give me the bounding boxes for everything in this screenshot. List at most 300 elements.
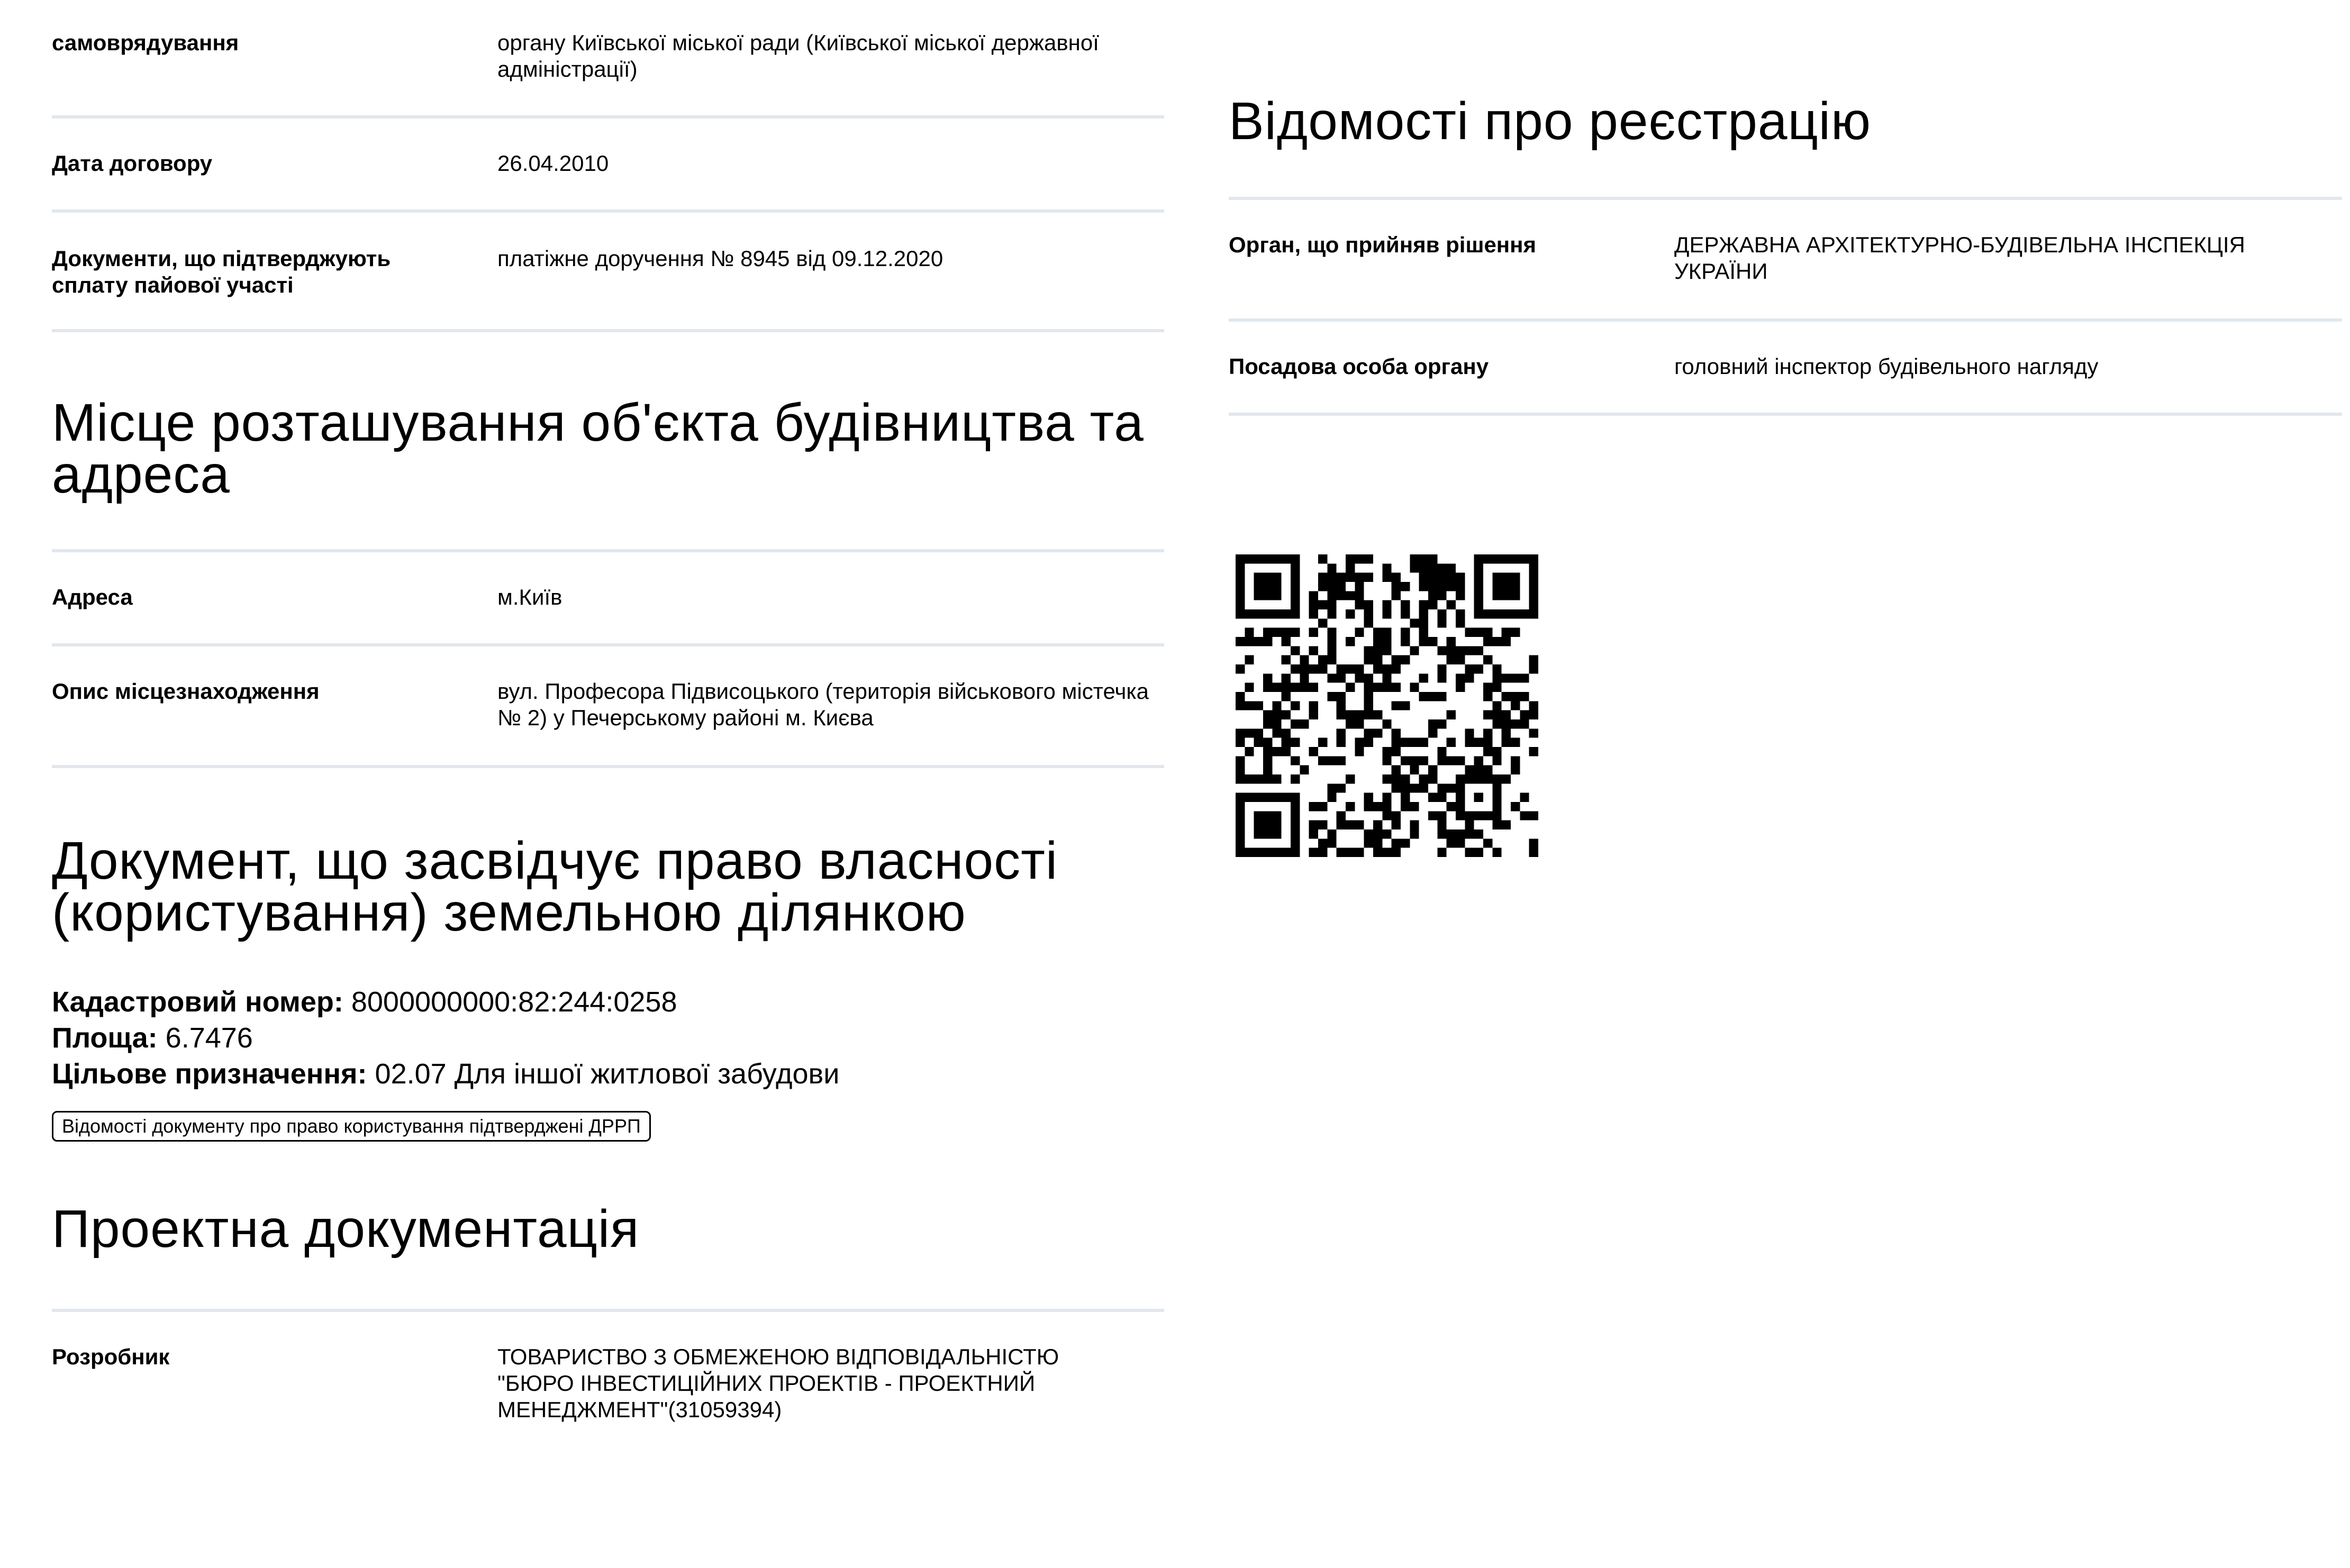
qr-module xyxy=(1236,573,1245,582)
qr-module xyxy=(1291,582,1300,591)
qr-module xyxy=(1492,591,1501,600)
qr-module xyxy=(1245,554,1254,563)
qr-module xyxy=(1465,829,1474,838)
qr-module xyxy=(1401,838,1410,847)
qr-module xyxy=(1245,848,1254,857)
qr-module xyxy=(1291,821,1300,829)
qr-module xyxy=(1437,646,1446,655)
purpose-value: 02.07 Для іншої житлової забудови xyxy=(375,1058,840,1090)
qr-module xyxy=(1447,637,1456,646)
qr-module xyxy=(1309,683,1318,692)
qr-module xyxy=(1263,554,1272,563)
qr-module xyxy=(1465,774,1474,783)
row-key: Адреса xyxy=(52,585,133,609)
qr-module xyxy=(1456,683,1465,692)
qr-module xyxy=(1520,673,1529,682)
qr-module xyxy=(1520,554,1529,563)
qr-module xyxy=(1511,573,1520,582)
qr-module xyxy=(1492,664,1501,673)
qr-module xyxy=(1419,774,1428,783)
qr-module xyxy=(1456,655,1465,664)
qr-module xyxy=(1502,821,1511,829)
qr-module xyxy=(1254,701,1263,710)
qr-module xyxy=(1511,692,1520,701)
qr-module xyxy=(1318,738,1327,747)
qr-module xyxy=(1492,793,1501,802)
qr-module xyxy=(1236,774,1245,783)
qr-module xyxy=(1236,692,1245,701)
qr-module xyxy=(1364,600,1373,609)
qr-module xyxy=(1236,848,1245,857)
qr-module xyxy=(1327,673,1336,682)
qr-module xyxy=(1337,756,1346,765)
qr-module xyxy=(1373,664,1382,673)
qr-module xyxy=(1529,591,1538,600)
qr-module xyxy=(1529,600,1538,609)
qr-module xyxy=(1511,628,1520,637)
qr-module xyxy=(1529,728,1538,737)
row-key: Посадова особа органу xyxy=(1229,354,1489,379)
qr-module xyxy=(1437,692,1446,701)
qr-module xyxy=(1382,829,1391,838)
qr-module xyxy=(1437,563,1446,572)
qr-module xyxy=(1382,683,1391,692)
qr-module xyxy=(1346,554,1355,563)
qr-module xyxy=(1318,838,1327,847)
qr-module xyxy=(1291,701,1300,710)
qr-module xyxy=(1272,848,1281,857)
qr-module xyxy=(1346,563,1355,572)
qr-module xyxy=(1236,821,1245,829)
qr-module xyxy=(1291,829,1300,838)
qr-module xyxy=(1382,628,1391,637)
qr-module xyxy=(1300,765,1309,774)
qr-module xyxy=(1474,573,1483,582)
qr-module xyxy=(1483,765,1492,774)
qr-module xyxy=(1382,774,1391,783)
qr-module xyxy=(1401,628,1410,637)
cadastral-label: Кадастровий номер: xyxy=(52,986,343,1018)
qr-module xyxy=(1245,747,1254,756)
qr-module xyxy=(1511,756,1520,765)
qr-module xyxy=(1492,673,1501,682)
row-payment-docs xyxy=(52,213,1164,332)
qr-module xyxy=(1437,848,1446,857)
qr-module xyxy=(1483,747,1492,756)
qr-module xyxy=(1263,609,1272,618)
qr-module xyxy=(1456,609,1465,618)
qr-module xyxy=(1300,719,1309,728)
qr-module xyxy=(1236,637,1245,646)
qr-module xyxy=(1282,793,1291,802)
qr-module xyxy=(1437,582,1446,591)
qr-module xyxy=(1337,783,1346,792)
qr-module xyxy=(1263,738,1272,747)
qr-module xyxy=(1236,829,1245,838)
qr-module xyxy=(1465,848,1474,857)
qr-module xyxy=(1511,738,1520,747)
qr-module xyxy=(1447,655,1456,664)
qr-module xyxy=(1502,719,1511,728)
qr-module xyxy=(1465,811,1474,820)
qr-module xyxy=(1428,793,1437,802)
qr-module xyxy=(1263,683,1272,692)
row-value: ТОВАРИСТВО З ОБМЕЖЕНОЮ ВІДПОВІДАЛЬНІСТЮ "БЮРО ІНВЕСТИЦІЙНИХ ПРОЕКТІВ - ПРОЕКТНИЙ МЕНЕДЖМЕНТ"(31059394) xyxy=(497,1344,1059,1422)
qr-module xyxy=(1428,719,1437,728)
qr-module xyxy=(1355,719,1364,728)
qr-module xyxy=(1447,600,1456,609)
qr-module xyxy=(1419,738,1428,747)
qr-module xyxy=(1309,747,1318,756)
qr-module xyxy=(1456,802,1465,811)
qr-module xyxy=(1355,628,1364,637)
qr-code-icon xyxy=(1236,554,1538,857)
qr-module xyxy=(1236,728,1245,737)
row-value: органу Київської міської ради (Київської міської державної адміністрації) xyxy=(497,30,1099,81)
qr-module xyxy=(1245,609,1254,618)
qr-module xyxy=(1520,609,1529,618)
qr-module xyxy=(1337,738,1346,747)
qr-module xyxy=(1364,701,1373,710)
qr-module xyxy=(1392,783,1401,792)
qr-module xyxy=(1392,591,1401,600)
qr-module xyxy=(1428,728,1437,737)
qr-module xyxy=(1382,573,1391,582)
qr-module xyxy=(1456,582,1465,591)
qr-module xyxy=(1309,701,1318,710)
qr-module xyxy=(1282,747,1291,756)
row-value: 26.04.2010 xyxy=(497,151,609,176)
qr-module xyxy=(1254,738,1263,747)
row-value: головний інспектор будівельного нагляду xyxy=(1674,354,2099,379)
qr-module xyxy=(1272,811,1281,820)
qr-module xyxy=(1419,554,1428,563)
area-value: 6.7476 xyxy=(165,1022,253,1054)
qr-module xyxy=(1373,838,1382,847)
qr-module xyxy=(1337,591,1346,600)
qr-module xyxy=(1474,563,1483,572)
qr-module xyxy=(1236,756,1245,765)
qr-module xyxy=(1263,591,1272,600)
qr-module xyxy=(1364,618,1373,627)
qr-module xyxy=(1419,609,1428,618)
qr-module xyxy=(1291,563,1300,572)
qr-module xyxy=(1401,582,1410,591)
qr-module xyxy=(1529,838,1538,847)
qr-module xyxy=(1382,756,1391,765)
qr-module xyxy=(1419,756,1428,765)
qr-module xyxy=(1236,554,1245,563)
qr-module xyxy=(1236,609,1245,618)
qr-module xyxy=(1437,591,1446,600)
qr-module xyxy=(1282,655,1291,664)
row-address xyxy=(52,552,1164,646)
qr-module xyxy=(1483,628,1492,637)
qr-module xyxy=(1529,573,1538,582)
qr-module xyxy=(1236,582,1245,591)
qr-module xyxy=(1392,821,1401,829)
qr-module xyxy=(1318,573,1327,582)
qr-module xyxy=(1447,646,1456,655)
qr-module xyxy=(1419,692,1428,701)
qr-module xyxy=(1282,692,1291,701)
qr-module xyxy=(1437,673,1446,682)
qr-module xyxy=(1447,710,1456,719)
qr-module xyxy=(1327,609,1336,618)
qr-module xyxy=(1456,573,1465,582)
qr-module xyxy=(1437,618,1446,627)
qr-module xyxy=(1263,829,1272,838)
qr-module xyxy=(1346,637,1355,646)
qr-module xyxy=(1492,811,1501,820)
qr-module xyxy=(1254,793,1263,802)
qr-module xyxy=(1392,774,1401,783)
qr-module xyxy=(1483,683,1492,692)
qr-module xyxy=(1337,848,1346,857)
qr-module xyxy=(1456,829,1465,838)
qr-module xyxy=(1474,793,1483,802)
land-area xyxy=(52,1020,1164,1056)
qr-module xyxy=(1318,756,1327,765)
qr-module xyxy=(1401,756,1410,765)
qr-module xyxy=(1437,719,1446,728)
cadastral-value: 8000000000:82:244:0258 xyxy=(351,986,677,1018)
qr-module xyxy=(1254,811,1263,820)
qr-module xyxy=(1492,848,1501,857)
qr-module xyxy=(1474,628,1483,637)
qr-module xyxy=(1245,628,1254,637)
qr-module xyxy=(1263,774,1272,783)
qr-module xyxy=(1272,701,1281,710)
qr-module xyxy=(1483,738,1492,747)
qr-module xyxy=(1282,673,1291,682)
qr-module xyxy=(1511,591,1520,600)
qr-module xyxy=(1483,692,1492,701)
qr-module xyxy=(1364,738,1373,747)
qr-module xyxy=(1291,646,1300,655)
qr-module xyxy=(1327,829,1336,838)
qr-module xyxy=(1263,582,1272,591)
qr-module xyxy=(1382,747,1391,756)
qr-module xyxy=(1502,591,1511,600)
qr-module xyxy=(1492,719,1501,728)
qr-module xyxy=(1419,600,1428,609)
qr-module xyxy=(1511,802,1520,811)
qr-module xyxy=(1492,747,1501,756)
qr-module xyxy=(1272,609,1281,618)
qr-module xyxy=(1272,710,1281,719)
qr-module xyxy=(1263,710,1272,719)
qr-module xyxy=(1318,554,1327,563)
qr-module xyxy=(1492,554,1501,563)
qr-module xyxy=(1355,600,1364,609)
qr-module xyxy=(1410,829,1419,838)
qr-module xyxy=(1291,793,1300,802)
qr-module xyxy=(1355,710,1364,719)
qr-module xyxy=(1483,609,1492,618)
qr-module xyxy=(1291,683,1300,692)
land-details xyxy=(52,984,1164,1092)
qr-module xyxy=(1327,646,1336,655)
qr-module xyxy=(1456,646,1465,655)
qr-module xyxy=(1474,738,1483,747)
qr-module xyxy=(1282,628,1291,637)
qr-module xyxy=(1263,747,1272,756)
qr-module xyxy=(1382,719,1391,728)
qr-module xyxy=(1373,728,1382,737)
qr-module xyxy=(1492,821,1501,829)
qr-module xyxy=(1291,609,1300,618)
qr-module xyxy=(1355,591,1364,600)
qr-module xyxy=(1437,811,1446,820)
qr-module xyxy=(1392,728,1401,737)
qr-module xyxy=(1318,821,1327,829)
qr-module xyxy=(1263,756,1272,765)
qr-module xyxy=(1282,683,1291,692)
qr-module xyxy=(1456,783,1465,792)
qr-module xyxy=(1465,765,1474,774)
qr-module xyxy=(1327,692,1336,701)
qr-module xyxy=(1272,821,1281,829)
qr-module xyxy=(1401,738,1410,747)
qr-module xyxy=(1511,701,1520,710)
qr-module xyxy=(1236,802,1245,811)
qr-module xyxy=(1309,600,1318,609)
qr-module xyxy=(1309,848,1318,857)
qr-module xyxy=(1327,563,1336,572)
row-key: Дата договору xyxy=(52,151,213,176)
qr-module xyxy=(1254,554,1263,563)
qr-module xyxy=(1355,747,1364,756)
qr-module xyxy=(1364,802,1373,811)
qr-module xyxy=(1437,747,1446,756)
qr-module xyxy=(1355,821,1364,829)
qr-module xyxy=(1392,747,1401,756)
row-key: Документи, що підтверджують сплату пайової участі xyxy=(52,246,391,297)
qr-module xyxy=(1465,673,1474,682)
qr-module xyxy=(1529,582,1538,591)
qr-module xyxy=(1373,655,1382,664)
qr-module xyxy=(1456,774,1465,783)
qr-module xyxy=(1337,728,1346,737)
qr-module xyxy=(1502,628,1511,637)
qr-module xyxy=(1437,829,1446,838)
qr-module xyxy=(1483,774,1492,783)
qr-module xyxy=(1419,573,1428,582)
row-value: м.Київ xyxy=(497,585,562,609)
qr-module xyxy=(1373,628,1382,637)
qr-module xyxy=(1382,793,1391,802)
qr-module xyxy=(1355,554,1364,563)
qr-module xyxy=(1337,811,1346,820)
qr-module xyxy=(1419,563,1428,572)
qr-module xyxy=(1502,637,1511,646)
qr-module xyxy=(1337,582,1346,591)
qr-module xyxy=(1272,793,1281,802)
qr-module xyxy=(1318,582,1327,591)
qr-module xyxy=(1502,710,1511,719)
qr-module xyxy=(1327,637,1336,646)
qr-module xyxy=(1520,811,1529,820)
qr-module xyxy=(1263,793,1272,802)
qr-module xyxy=(1355,673,1364,682)
qr-module xyxy=(1447,783,1456,792)
land-heading: Документ, що засвідчує право власності (користування) земельною ділянкою xyxy=(52,831,1058,942)
qr-module xyxy=(1437,756,1446,765)
qr-module xyxy=(1272,683,1281,692)
qr-module xyxy=(1529,710,1538,719)
qr-module xyxy=(1437,793,1446,802)
qr-module xyxy=(1474,554,1483,563)
row-developer xyxy=(52,1312,1164,1450)
qr-module xyxy=(1492,756,1501,765)
qr-module xyxy=(1483,637,1492,646)
qr-module xyxy=(1236,793,1245,802)
qr-module xyxy=(1401,802,1410,811)
qr-module xyxy=(1511,673,1520,682)
qr-module xyxy=(1282,848,1291,857)
qr-module xyxy=(1401,609,1410,618)
qr-module xyxy=(1456,756,1465,765)
qr-module xyxy=(1502,738,1511,747)
qr-module xyxy=(1456,811,1465,820)
qr-module xyxy=(1428,811,1437,820)
qr-module xyxy=(1483,728,1492,737)
qr-module xyxy=(1502,692,1511,701)
qr-module xyxy=(1520,710,1529,719)
qr-module xyxy=(1373,646,1382,655)
qr-module xyxy=(1355,664,1364,673)
qr-module xyxy=(1428,591,1437,600)
qr-module xyxy=(1474,756,1483,765)
qr-module xyxy=(1346,609,1355,618)
qr-module xyxy=(1492,637,1501,646)
qr-module xyxy=(1401,600,1410,609)
qr-module xyxy=(1263,848,1272,857)
qr-module xyxy=(1236,765,1245,774)
qr-module xyxy=(1245,637,1254,646)
qr-module xyxy=(1428,573,1437,582)
qr-module xyxy=(1282,710,1291,719)
qr-module xyxy=(1502,774,1511,783)
qr-module xyxy=(1382,563,1391,572)
row-location-description xyxy=(52,646,1164,768)
qr-module xyxy=(1318,600,1327,609)
qr-module xyxy=(1309,628,1318,637)
qr-module xyxy=(1254,728,1263,737)
qr-module xyxy=(1236,591,1245,600)
row-key: Орган, що прийняв рішення xyxy=(1229,232,1537,257)
qr-module xyxy=(1410,765,1419,774)
qr-module xyxy=(1410,646,1419,655)
qr-module xyxy=(1364,655,1373,664)
qr-module xyxy=(1428,582,1437,591)
qr-module xyxy=(1410,821,1419,829)
qr-module xyxy=(1492,710,1501,719)
row-decision-authority xyxy=(1229,200,2342,322)
qr-module xyxy=(1327,793,1336,802)
qr-module xyxy=(1263,821,1272,829)
qr-module xyxy=(1337,573,1346,582)
qr-module xyxy=(1263,765,1272,774)
qr-module xyxy=(1282,637,1291,646)
qr-module xyxy=(1337,821,1346,829)
qr-module xyxy=(1456,793,1465,802)
qr-module xyxy=(1309,609,1318,618)
qr-module xyxy=(1346,802,1355,811)
qr-module xyxy=(1392,664,1401,673)
qr-module xyxy=(1474,646,1483,655)
